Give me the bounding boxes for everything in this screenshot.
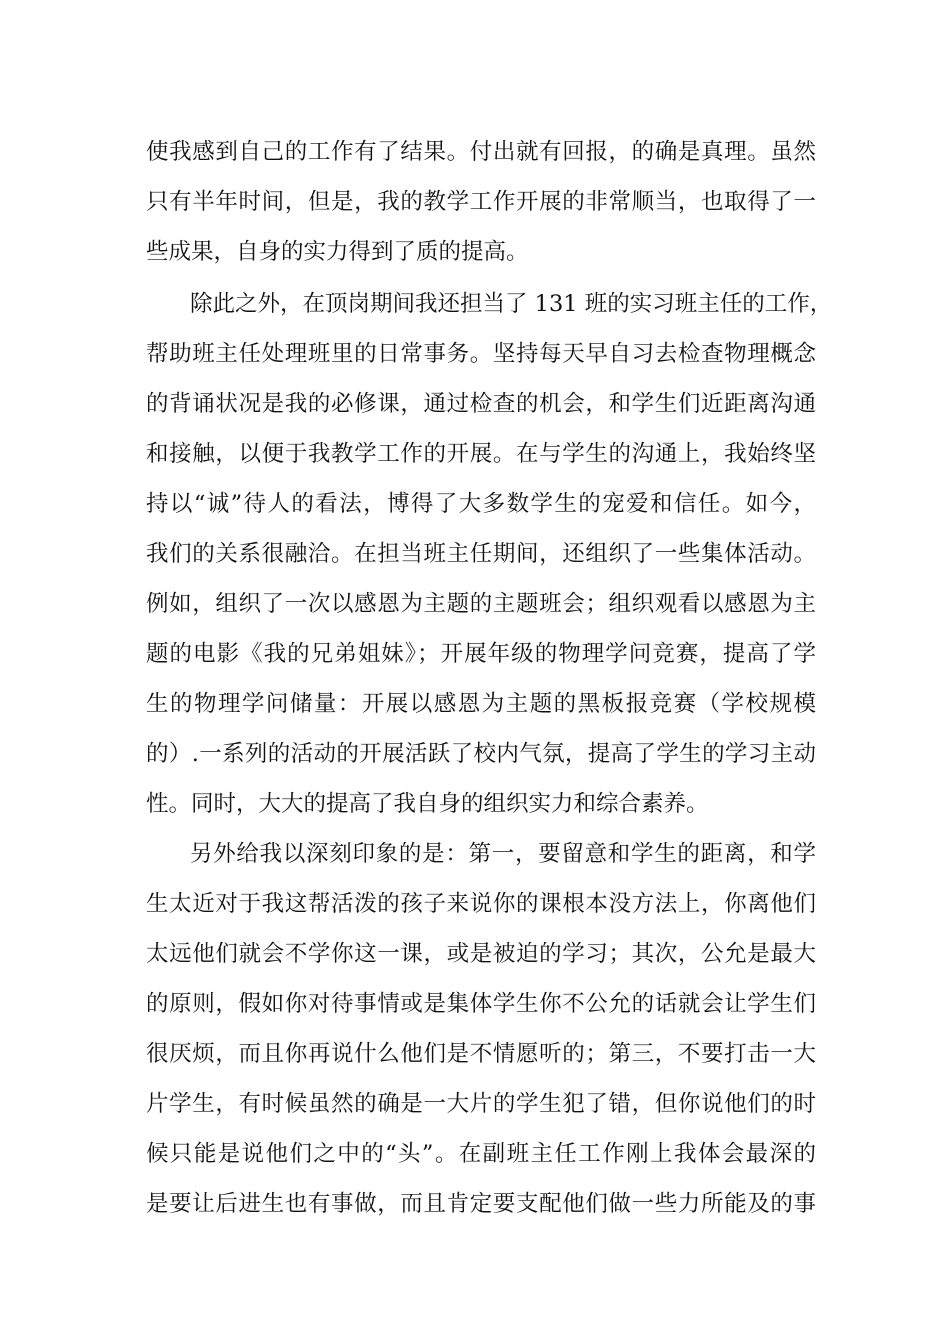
body-text-line: 是要让后进生也有事做，而且肯定要支配他们做一些力所能及的事	[146, 1191, 816, 1217]
body-text-line: 生的物理学问储量：开展以感恩为主题的黑板报竞赛（学校规模	[146, 691, 816, 717]
body-text-line: 帮助班主任处理班里的日常事务。坚持每天早自习去检查物理概念	[146, 341, 816, 367]
body-text-line: 使我感到自己的工作有了结果。付出就有回报，的确是真理。虽然	[146, 139, 816, 165]
body-text-line: 持以“诚”待人的看法，博得了大多数学生的宠爱和信任。如今，	[146, 491, 816, 517]
body-text-line: 很厌烦，而且你再说什么他们是不情愿听的；第三，不要打击一大	[146, 1041, 816, 1067]
body-text-line: 只有半年时间，但是，我的教学工作开展的非常顺当，也取得了一	[146, 189, 816, 215]
body-text-line: 片学生，有时候虽然的确是一大片的学生犯了错，但你说他们的时	[146, 1091, 816, 1117]
body-text-line: 例如，组织了一次以感恩为主题的主题班会；组织观看以感恩为主	[146, 591, 816, 617]
paragraph-first-line: 另外给我以深刻印象的是：第一，要留意和学生的距离，和学	[190, 841, 816, 867]
body-text-line: 些成果，自身的实力得到了质的提高。	[146, 239, 529, 265]
body-text-line: 的背诵状况是我的必修课，通过检查的机会，和学生们近距离沟通	[146, 391, 816, 417]
body-text-line: 题的电影《我的兄弟姐妹》；开展年级的物理学问竞赛，提高了学	[146, 641, 816, 667]
body-text-line: 候只能是说他们之中的“头”。在副班主任工作刚上我体会最深的	[146, 1141, 816, 1167]
body-text-line: 的）.一系列的活动的开展活跃了校内气氛，提高了学生的学习主动	[146, 741, 816, 767]
body-text-line: 和接触，以便于我教学工作的开展。在与学生的沟通上，我始终坚	[146, 441, 816, 467]
body-text-line: 我们的关系很融洽。在担当班主任期间，还组织了一些集体活动。	[146, 541, 816, 567]
body-text-line: 性。同时，大大的提高了我自身的组织实力和综合素养。	[146, 791, 709, 817]
paragraph-first-line: 除此之外，在顶岗期间我还担当了 131 班的实习班主任的工作，	[190, 291, 833, 317]
body-text-line: 生太近对于我这帮活泼的孩子来说你的课根本没方法上，你离他们	[146, 891, 816, 917]
body-text-line: 太远他们就会不学你这一课，或是被迫的学习；其次，公允是最大	[146, 941, 816, 967]
body-text-line: 的原则，假如你对待事情或是集体学生你不公允的话就会让学生们	[146, 991, 816, 1017]
